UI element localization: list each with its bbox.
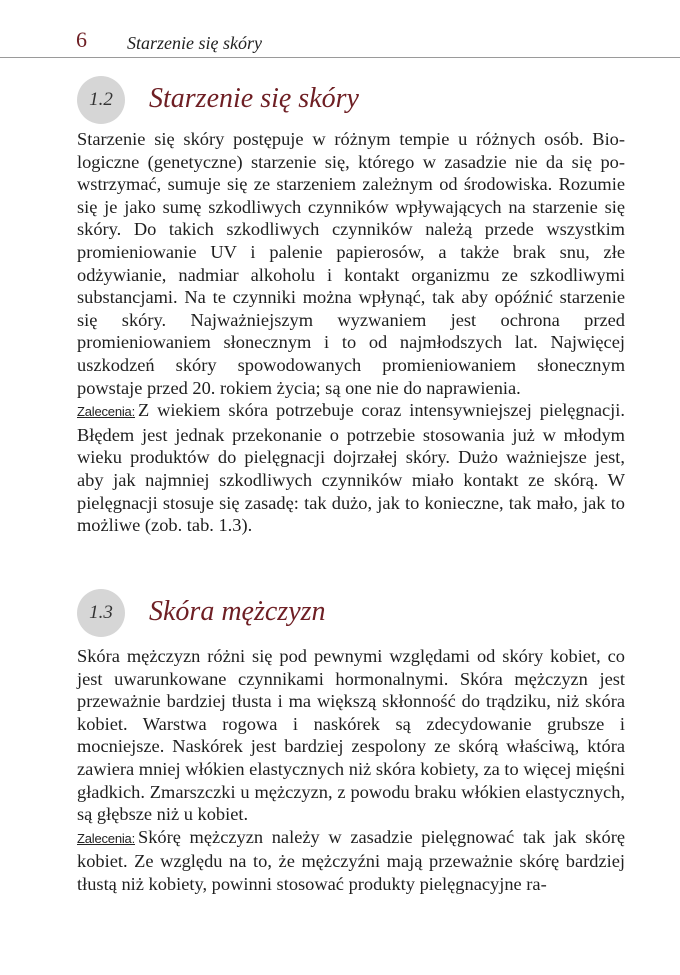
- section-1-3: [77, 589, 625, 896]
- section-number-badge: 1.3: [77, 589, 125, 637]
- section-title: Starzenie się skóry: [149, 83, 359, 114]
- recommendation-text: Skórę mężczyzn należy w zasadzie pielęgnować tak jak skórę kobiet. Ze względu na to, że mężczyźni mają przeważnie skórę bardziej tłustą niż kobiety, powinni stosować produkty pielęgnacyjne ra-: [77, 826, 625, 894]
- recommendation-text: Z wiekiem skóra potrzebuje coraz intensywniejszej pielęgnacji. Błędem jest jednak przekonanie o potrzebie stosowania już w młodym wieku produktów do pielęgnacji dojrzałej skóry. Dużo ważniejsze jest, aby jak najmniej szkodliwych czynników miało kontakt ze skórą. W pielęgnacji stosuje się zasadę: tak dużo, jak to konieczne, tak mało, jak to możliwe (zob. tab. 1.3).: [77, 400, 625, 536]
- section-heading: [77, 76, 625, 124]
- page-number: 6: [76, 27, 87, 52]
- recommendation-label: Zalecenia:: [77, 404, 135, 420]
- section-number-badge: 1.2: [77, 76, 125, 124]
- section-1-2: [77, 76, 625, 537]
- recommendation-paragraph: [77, 826, 625, 896]
- recommendation-paragraph: [77, 399, 625, 537]
- body-paragraph: Skóra mężczyzn różni się pod pewnymi względami od skóry kobiet, co jest uwarunkowane czynnikami hormonalnymi. Skóra mężczyzn jest przeważnie bardziej tłusta i ma większą skłonność do trądziku, niż skóra kobiet. Warstwa rogowa i naskórek są zdecydowanie grubsze i mocniejsze. Naskórek jest bardziej zespolony ze skórą właściwą, która zawiera mniej włókien elastycznych niż skóra kobiety, za to więcej mięśni gładkich. Zmarszczki u mężczyzn, z powodu braku włókien elastycznych, są głębsze niż u kobiet.: [77, 646, 625, 825]
- section-heading: [77, 589, 625, 637]
- recommendation-label: Zalecenia:: [77, 830, 135, 846]
- running-title: Starzenie się skóry: [127, 33, 262, 53]
- section-title: Skóra mężczyzn: [149, 596, 326, 627]
- body-paragraph: Starzenie się skóry postępuje w różnym tempie u różnych osób. Biologiczne (genetyczne) starzenie się, którego w zasadzie nie da się powstrzymać, sumuje się ze starzeniem zależnym od środowiska. Rozumie się je jako sumę szkodliwych czynników wpływających na starzenie się skóry. Do takich szkodliwych czynników należą przede wszystkim promieniowanie UV i palenie papierosów, a także brak snu, złe odżywianie, nadmiar alkoholu i kontakt organizmu ze szkodliwymi substancjami. Na te czynniki można wpłynąć, tak aby opóźnić starzenie się skóry. Najważniejszym wyzwaniem jest ochrona przed promieniowaniem słonecznym i to od najmłodszych lat. Najwięcej uszkodzeń skóry spowodowanych promieniowaniem słonecznym powstaje przed 20. rokiem życia; są one nie do naprawienia.: [77, 129, 625, 398]
- running-header: [0, 0, 680, 58]
